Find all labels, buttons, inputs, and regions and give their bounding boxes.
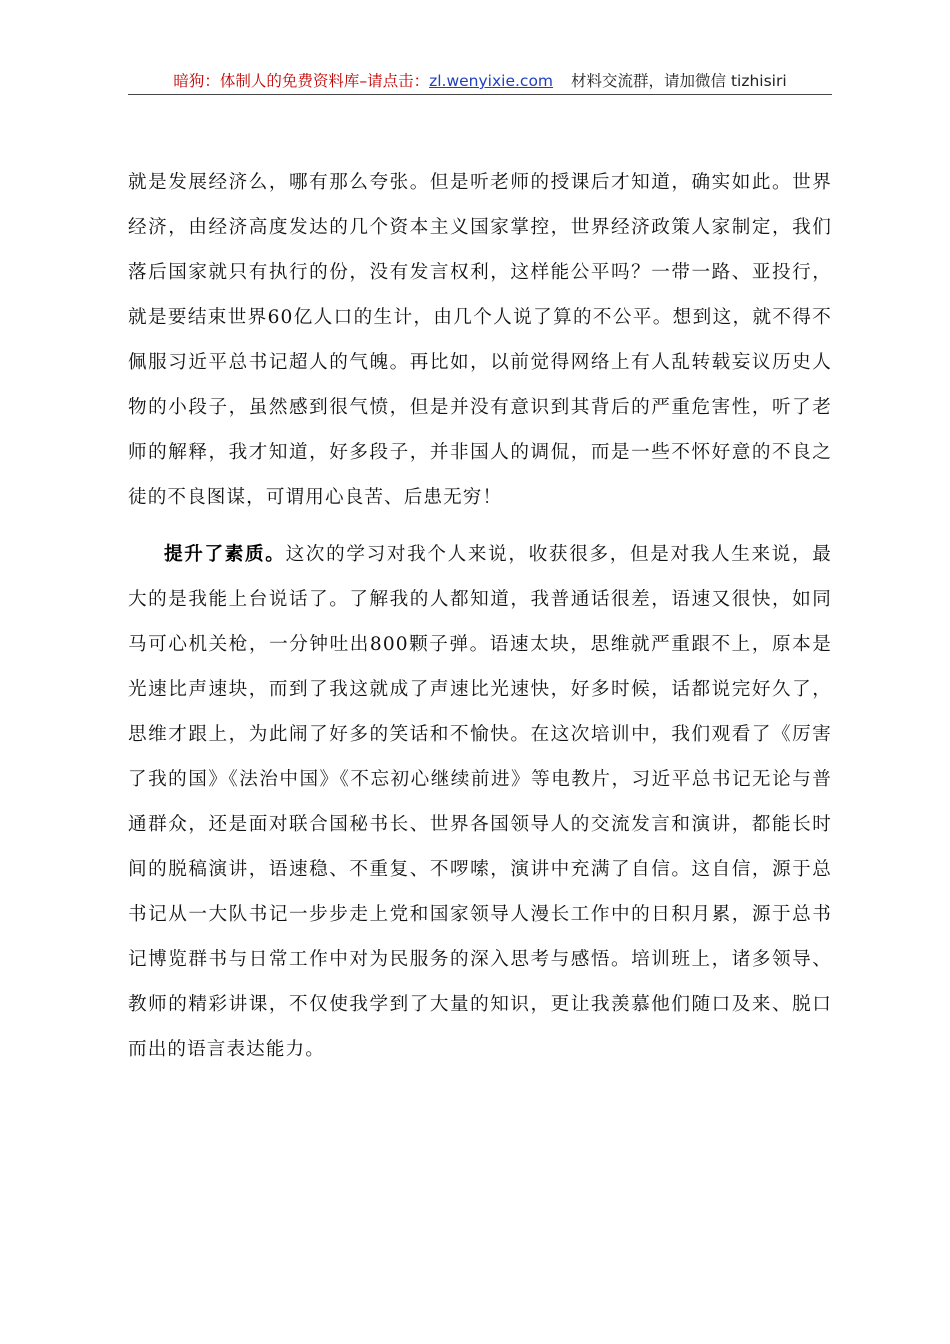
paragraph-2-lead: 提升了素质。	[164, 544, 286, 565]
header-contact: 材料交流群，请加微信 tizhisiri	[571, 72, 787, 90]
header-prompt: –请点击：	[359, 72, 430, 90]
paragraph-2-text: 这次的学习对我个人来说，收获很多，但是对我人生来说，最大的是我能上台说话了。了解我的人都知道，我普通话很差，语速又很快，如同马可心机关枪，一分钟吐出800颗子弹。语速太块，思维就严重跟不上，原本是光速比声速块，而到了我这就成了声速比光速快，好多时候，话都说完好久了，思维才跟上，为此闹了好多的笑话和不愉快。在这次培训中，我们观看了《厉害了我的国》《法治中国》《不忘初心继续前进》等电教片，习近平总书记无论与普通群众，还是面对联合国秘书长、世界各国领导人的交流发言和演讲，都能长时间的脱稿演讲，语速稳、不重复、不啰嗦，演讲中充满了自信。这自信，源于总书记从一大队书记一步步走上党和国家领导人漫长工作中的日积月累，源于总书记博览群书与日常工作中对为民服务的深入思考与感悟。培训班上，诸多领导、教师的精彩讲课，不仅使我学到了大量的知识，更让我羡慕他们随口及来、脱口而出的语言表达能力。	[128, 544, 832, 1060]
paragraph-2	[128, 532, 832, 1072]
header-link[interactable]: zl.wenyixie.com	[429, 72, 554, 90]
paragraph-1-text: 就是发展经济么，哪有那么夸张。但是听老师的授课后才知道，确实如此。世界经济，由经济高度发达的几个资本主义国家掌控，世界经济政策人家制定，我们落后国家就只有执行的份，没有发言权利，这样能公平吗？一带一路、亚投行，就是要结束世界60亿人口的生计，由几个人说了算的不公平。想到这，就不得不佩服习近平总书记超人的气魄。再比如，以前觉得网络上有人乱转载妄议历史人物的小段子，虽然感到很气愤，但是并没有意识到其背后的严重危害性，听了老师的解释，我才知道，好多段子，并非国人的调侃，而是一些不怀好意的不良之徒的不良图谋，可谓用心良苦、后患无穷！	[128, 172, 832, 508]
header-brand: 暗狗：体制人的免费资料库	[173, 72, 360, 90]
document-body	[128, 160, 832, 1072]
paragraph-1	[128, 160, 832, 520]
page-header	[128, 68, 832, 95]
